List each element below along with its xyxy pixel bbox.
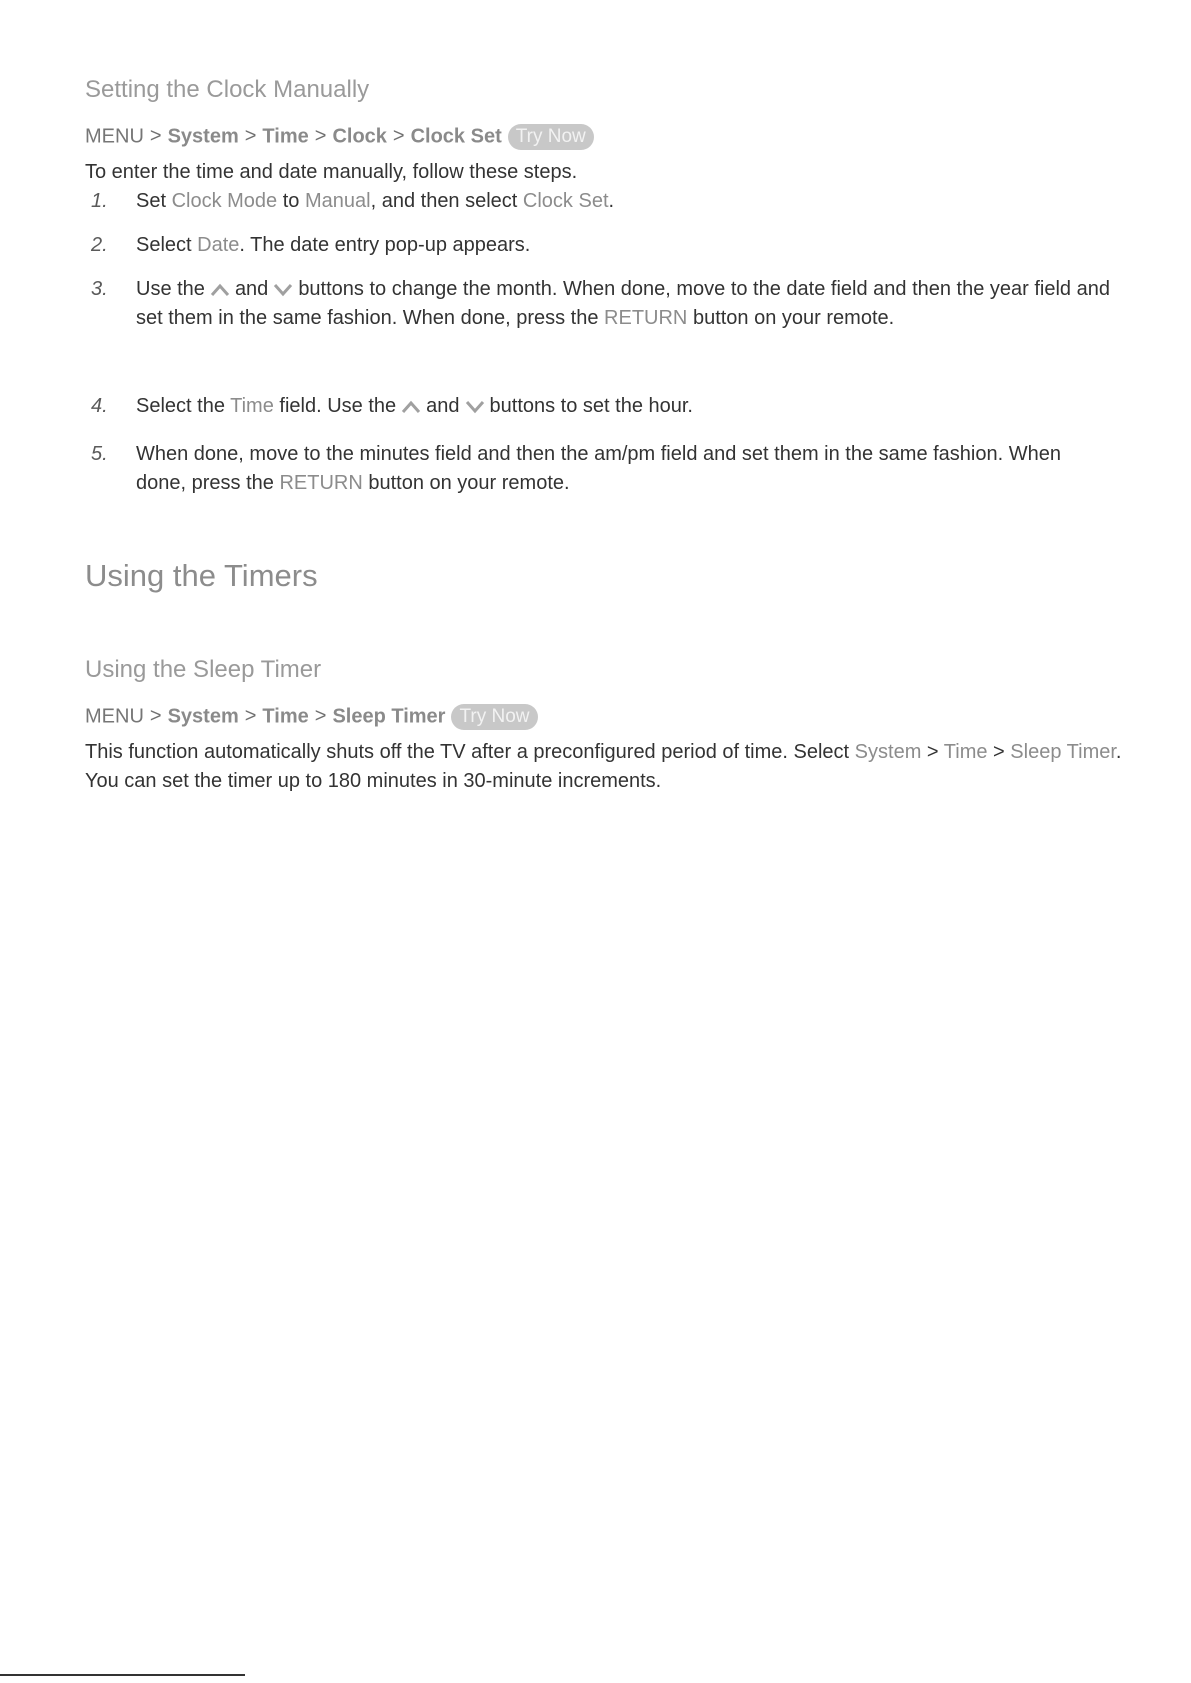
path-item-system: System (167, 125, 239, 148)
up-arrow-icon (209, 283, 231, 297)
step-text: Use the and buttons to change the month. When done, move to the date field and then the year field and set them in the same fashion. When done, press the RETURN button on your remote. (136, 278, 1110, 329)
section-title-clock-manual: Setting the Clock Manually (85, 76, 370, 103)
step-number: 5. (91, 443, 108, 465)
step-number: 4. (91, 395, 108, 417)
sleep-timer-description: This function automatically shuts off the TV after a preconfigured period of time. Select System > Time > Sleep Timer. You can set the timer up to 180 minutes in 30-minute increments. (85, 741, 1122, 792)
intro-text: To enter the time and date manually, follow these steps. (85, 161, 578, 183)
menu-path-clock-set (85, 124, 594, 150)
chevron-right-icon: > (314, 125, 327, 148)
path-item-menu: MENU (85, 705, 144, 728)
step-text: Select Date. The date entry pop-up appears. (136, 234, 531, 256)
try-now-button[interactable]: Try Now (508, 124, 594, 150)
path-item-clock-set: Clock Set (410, 125, 502, 148)
chevron-right-icon: > (149, 125, 162, 148)
down-arrow-icon (272, 283, 294, 297)
chevron-right-icon: > (244, 705, 257, 728)
step-number: 3. (91, 278, 108, 300)
chevron-right-icon: > (392, 125, 405, 148)
chevron-right-icon: > (244, 125, 257, 148)
footer-rule (0, 1674, 245, 1676)
path-item-clock: Clock (332, 125, 387, 148)
path-item-time: Time (262, 125, 309, 148)
section-title-sleep-timer: Using the Sleep Timer (85, 656, 322, 683)
path-item-sleep-timer: Sleep Timer (332, 705, 446, 728)
step-number: 1. (91, 190, 108, 212)
chapter-title: Using the Timers (85, 558, 318, 593)
step-text: When done, move to the minutes field and then the am/pm field and set them in the same fashion. When done, press the RETURN button on your remote. (136, 443, 1061, 494)
menu-path-sleep-timer (85, 704, 538, 730)
chevron-right-icon: > (149, 705, 162, 728)
step-text: Select the Time field. Use the and buttons to set the hour. (136, 395, 693, 417)
down-arrow-icon (464, 400, 486, 414)
path-item-time: Time (262, 705, 309, 728)
up-arrow-icon (400, 400, 422, 414)
path-item-menu: MENU (85, 125, 144, 148)
try-now-button[interactable]: Try Now (451, 704, 537, 730)
step-number: 2. (91, 234, 108, 256)
chevron-right-icon: > (314, 705, 327, 728)
path-item-system: System (167, 705, 239, 728)
step-text: Set Clock Mode to Manual, and then select Clock Set. (136, 190, 615, 212)
